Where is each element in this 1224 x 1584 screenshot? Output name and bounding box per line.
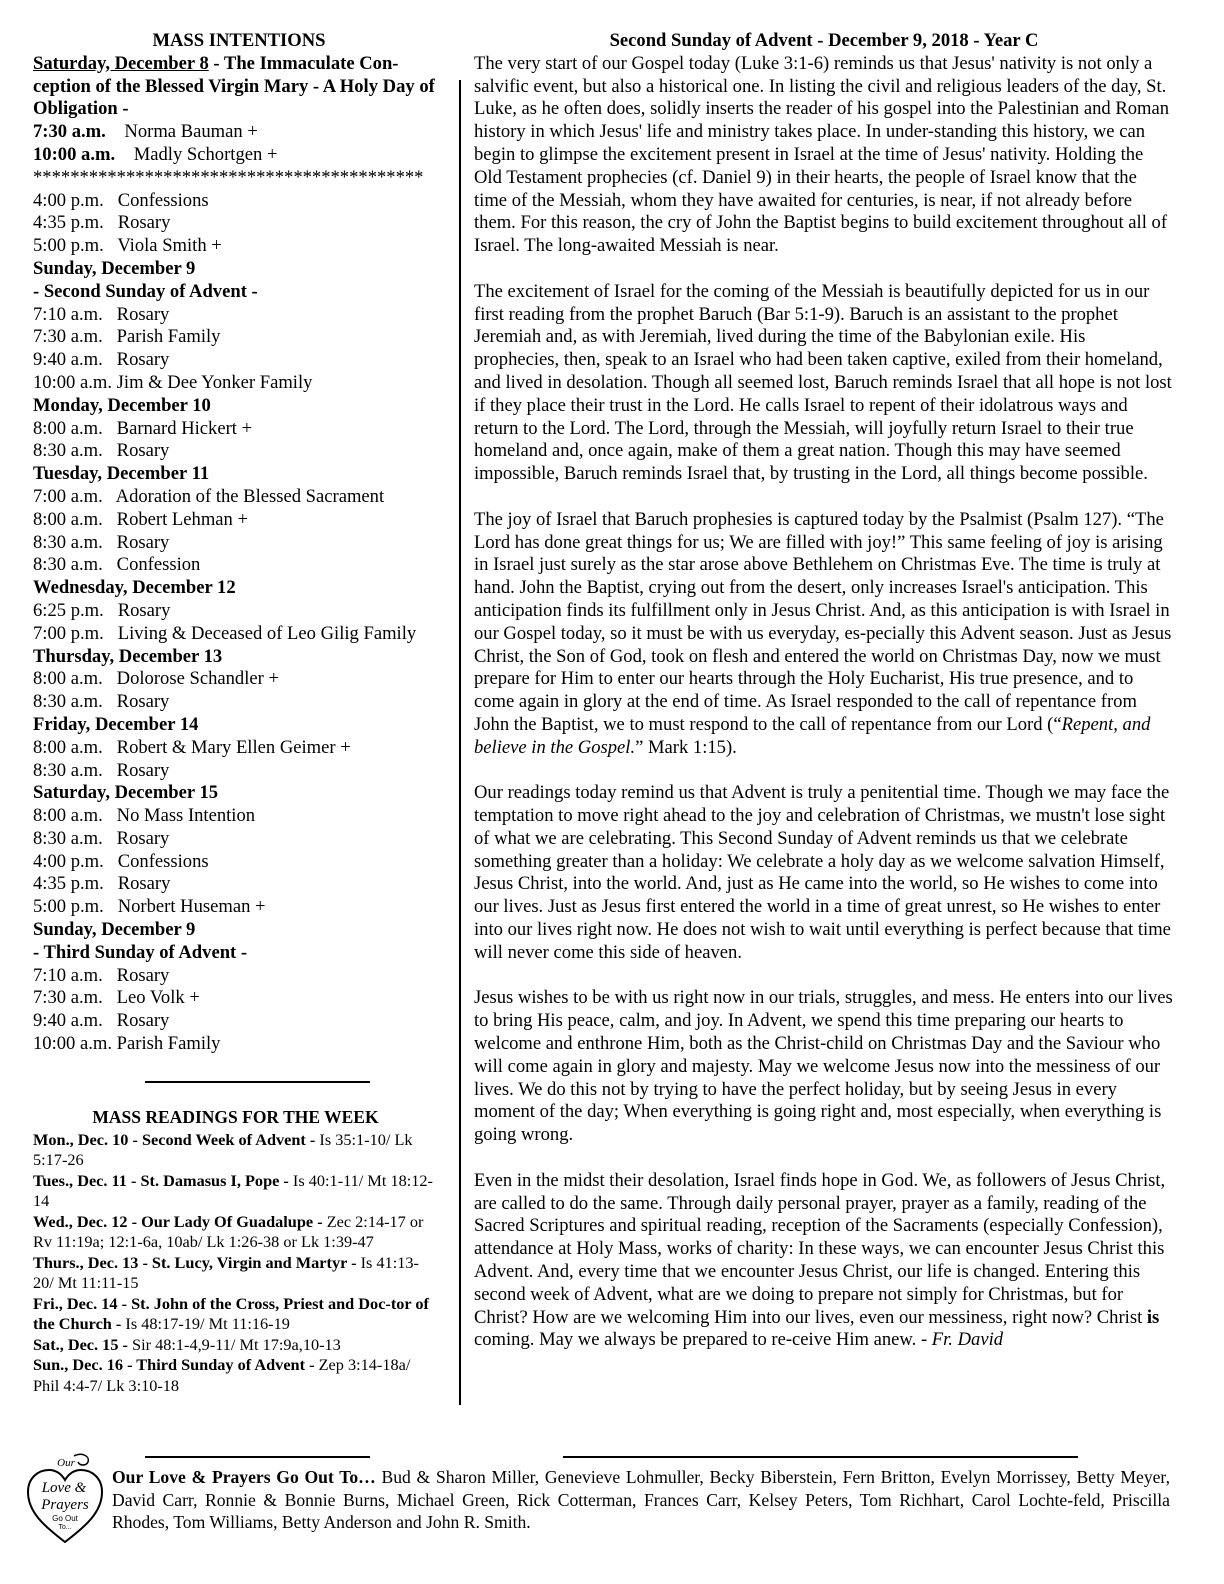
intention-line: 10:00 a.m. Jim & Dee Yonker Family [33,371,313,393]
intention-line: 8:00 a.m. No Mass Intention [33,805,256,827]
article-paragraph [474,509,1174,760]
love-prayers-heart-icon [24,1450,106,1550]
article-paragraph: The very start of our Gospel today (Luke 3:1-6) reminds us that Jesus' nativity is not only a salvific event, but also a historical one. In listing the civil and religious leaders of the day, St. Luke, as he often does, solidly inserts the reader of his gospel into the Palestinian and Roman history in which Jesus' life and ministry takes place. In under-standing this history, we can begin to glimpse the excitement present in Israel at the time of Jesus' nativity. Holding the Old Testament prophecies (cf. Daniel 9) in their hearts, the people of Israel know that the time of the Messiah, whom they have awaited for centuries, is near, if not already before them. For this reason, the cry of John the Baptist begins to build excitement throughout all of Israel. The long-awaited Messiah is near. [474,52,1170,257]
day-heading: Friday, December 14 [33,713,199,735]
first-day-title: The Immaculate Con-ception of the Blessed Virgin Mary - A Holy Day of Obligation - [33,52,435,120]
intention-list [33,190,445,1056]
day-heading: Wednesday, December 12 [33,577,236,599]
article-text: Even in the midst their desolation, Israel finds hope in God. We, as followers of Jesus Christ, are called to do the same. Through daily personal prayer, prayer as a family, reading of the Sacred Scriptures and spiritual reading, reception of the Sacraments (especially Confession), attendance at Holy Mass, works of charity: In these ways, we can encounter Jesus Christ this Advent. And, every time that we encounter Jesus Christ, our life is changed. Entering this second week of Advent, what are we doing to prepare not simply for Christmas, but for Christ? How are we welcoming Him into our lives, even our messiness, right now? Christ [474,1169,1166,1328]
intention-line [33,144,445,167]
intention-line: 10:00 a.m. Parish Family [33,1033,221,1055]
reading-refs: Is 41:13-20/ Mt 11:11-15 [33,1252,419,1292]
intention-line: 8:00 a.m. Robert Lehman + [33,508,248,530]
intention-line: 7:30 a.m. Leo Volk + [33,987,200,1009]
readings-title: MASS READINGS FOR THE WEEK [92,1107,379,1127]
intention-line: 8:00 a.m. Robert & Mary Ellen Geimer + [33,736,351,758]
day-heading: - Third Sunday of Advent - [33,941,248,963]
article-text: coming. May we always be prepared to re-ceive Him anew. [474,1329,921,1351]
reading-day: Fri., Dec. 14 - St. John of the Cross, Priest and Doc-tor of the Church - [33,1293,429,1333]
intention-line: 4:35 p.m. Rosary [33,212,171,234]
intention-line [33,121,445,144]
logo-word: Go Out [52,1514,78,1523]
intention-line: 8:00 a.m. Dolorose Schandler + [33,668,279,690]
logo-word: Love & [41,1480,87,1496]
prayer-list [112,1466,1170,1534]
reading-day: Sun., Dec. 16 - Third Sunday of Advent - [33,1355,319,1374]
logo-word: Prayers [41,1497,89,1513]
intention-text: Norma Bauman + [105,121,258,143]
signature: - Fr. David [920,1329,1004,1351]
article-paragraph: Our readings today remind us that Advent is truly a penitential time. Though we may face the temptation to move right ahead to the joy and celebration of Christmas, we mustn't lose sight of what we are celebrating. This Second Sunday of Advent reminds us that we celebrate something greater than a holiday: We celebrate a holy day as we welcome salvation Himself, Jesus Christ, into the world. And, just as He came into the world, so He wishes to come into our lives. Just as Jesus first entered the world in a time of great unrest, so He wishes to enter into our lives right now. He does not wish to wait until everything is perfect because that time will never come this side of heaven. [474,782,1171,963]
intention-text: Madly Schortgen + [115,143,278,165]
intention-line: 8:30 a.m. Rosary [33,531,170,553]
logo-word: To... [58,1524,72,1531]
intention-time: 7:30 a.m. [33,121,106,143]
reading-item [33,1171,438,1212]
article-bold: is [1146,1306,1160,1328]
reading-day: Tues., Dec. 11 - St. Damasus I, Pope - [33,1170,293,1190]
intention-time: 10:00 a.m. [33,143,116,165]
mass-intentions-title: MASS INTENTIONS [152,30,326,51]
day-heading: Sunday, December 9 [33,919,196,941]
first-day-date: Saturday, December 8 [33,52,209,74]
reading-refs: Zep 3:14-18a/ Phil 4:4-7/ Lk 3:10-18 [33,1355,411,1395]
intention-line: 7:00 a.m. Adoration of the Blessed Sacrament [33,485,385,507]
footer-divider-right [563,1456,1078,1458]
day-heading: Sunday, December 9 [33,257,196,279]
column-divider [459,80,461,1405]
reading-item [33,1355,438,1396]
reading-day: Mon., Dec. 10 - Second Week of Advent - [33,1129,320,1149]
article-paragraph: Jesus wishes to be with us right now in our trials, struggles, and mess. He enters into our lives to bring His peace, calm, and joy. In Advent, we spend this time preparing our hearts to welcome and enthrone Him, both as the Christ-child on Christmas Day and the Saviour who will come again in glory and majesty. May we welcome Jesus now into the messiness of our lives. We do this not by trying to have the perfect holiday, but by seeing Jesus in every moment of the day; When everything is going right and, most especially, when everything is going wrong. [474,987,1173,1146]
intention-line: 4:00 p.m. Confessions [33,189,209,211]
article-title: Second Sunday of Advent - December 9, 2018 - Year C [609,30,1039,51]
intention-line: 4:35 p.m. Rosary [33,873,171,895]
day-heading: Tuesday, December 11 [33,463,210,485]
article-paragraph [474,1170,1174,1352]
article-quote: Repent, and believe in the Gospel. [474,713,1151,758]
reading-refs: Zec 2:14-17 or Rv 11:19a; 12:1-6a, 10ab/ Lk 1:26-38 or Lk 1:39-47 [33,1211,424,1251]
readings-list [33,1130,438,1397]
intention-line: 8:30 a.m. Rosary [33,759,170,781]
intention-line: 7:10 a.m. Rosary [33,303,170,325]
divider-line [145,1081,370,1083]
intention-line: 5:00 p.m. Viola Smith + [33,235,222,257]
intention-line: 8:30 a.m. Confession [33,554,201,576]
intention-line: 7:00 p.m. Living & Deceased of Leo Gilig Family [33,622,417,644]
mass-intentions-column [33,30,445,1056]
reading-day: Sat., Dec. 15 - [33,1334,133,1354]
article-text: ” Mark 1:15). [635,736,737,758]
intention-line: 5:00 p.m. Norbert Huseman + [33,896,266,918]
first-day-sep: - [208,52,224,74]
intention-line: 8:30 a.m. Rosary [33,691,170,713]
intention-line: 8:30 a.m. Rosary [33,440,170,462]
prayer-list-names: Bud & Sharon Miller, Genevieve Lohmuller, Becky Biberstein, Fern Britton, Evelyn Morrissey, Betty Meyer, David Carr, Ronnie & Bonnie Burns, Michael Green, Rick Cotterman, Frances Carr, Kelsey Peters, Tom Richhart, Carol Lochte-feld, Priscilla Rhodes, Tom Williams, Betty Anderson and John R. Smith. [112,1467,1170,1532]
reading-item [33,1212,438,1253]
prayer-list-lead: Our Love & Prayers Go Out To… [112,1467,376,1487]
intention-line: 9:40 a.m. Rosary [33,349,170,371]
reading-day: Thurs., Dec. 13 - St. Lucy, Virgin and Martyr - [33,1252,361,1272]
intention-line: 8:30 a.m. Rosary [33,827,170,849]
article-text: The joy of Israel that Baruch prophesies is captured today by the Psalmist (Psalm 127). “The Lord has done great things for us; We are filled with joy!” This same feeling of joy is arising in Israel just surely as the star arose above Bethlehem on Christmas Eve. The time is truly at hand. John the Baptist, crying out from the desert, only increases Israel's anticipation. This anticipation finds its fulfillment only in Jesus Christ. And, as this anticipation is with Israel in our Gospel today, so it must be with us everyday, es-pecially this Advent season. Just as Jesus Christ, the Son of God, took on flesh and entered the world on Christmas Day, now we must prepare for Him to enter our hearts through the Holy Eucharist, His true presence, and to come again in glory at the end of time. As Israel responded to the call of repentance from John the Baptist, we to must respond to the call of repentance from our Lord (“ [474,508,1172,735]
reading-item [33,1130,438,1171]
reading-item [33,1294,438,1335]
day-heading: Saturday, December 15 [33,782,219,804]
reading-refs: Is 40:1-11/ Mt 18:12-14 [33,1170,433,1210]
intention-line: 9:40 a.m. Rosary [33,1010,170,1032]
reading-refs: Is 48:17-19/ Mt 11:16-19 [125,1314,290,1333]
reading-refs: Sir 48:1-4,9-11/ Mt 17:9a,10-13 [132,1334,341,1354]
article-paragraph: The excitement of Israel for the coming of the Messiah is beautifully depicted for us in our first reading from the prophet Baruch (Bar 5:1-9). Baruch is an assistant to the prophet Jeremiah and, as with Jeremiah, lived during the time of the Babylonian exile. His prophecies, then, speak to an Israel who had been taken captive, exiled from their homeland, and lived in desolation. Though all seemed lost, Baruch reminds Israel that all hope is not lost if they place their trust in the Lord. He calls Israel to repent of their idolatrous ways and return to the Lord. The Lord, through the Messiah, will joyfully return Israel to their true homeland and, once again, make of them a great nation. Though this may have seemed impossible, Baruch reminds Israel that, by trusting in the Lord, all things become possible. [474,280,1172,485]
star-divider: ****************************************** [33,166,424,188]
intention-line: 4:00 p.m. Confessions [33,850,209,872]
day-heading: Monday, December 10 [33,394,211,416]
reading-day: Wed., Dec. 12 - Our Lady Of Guadalupe - [33,1211,327,1231]
reading-item [33,1335,438,1356]
footer-divider-left [145,1456,370,1458]
day-heading: Thursday, December 13 [33,645,223,667]
mass-readings-section [33,1107,438,1396]
first-day-entries [33,121,445,167]
intention-line: 8:00 a.m. Barnard Hickert + [33,417,253,439]
intention-line: 6:25 p.m. Rosary [33,599,171,621]
reading-item [33,1253,438,1294]
day-heading: - Second Sunday of Advent - [33,280,258,302]
reading-refs: Is 35:1-10/ Lk 5:17-26 [33,1129,413,1169]
intention-line: 7:10 a.m. Rosary [33,964,170,986]
logo-word: Our [57,1457,75,1469]
article-column [474,30,1174,1375]
first-day-heading [33,53,445,121]
intention-line: 7:30 a.m. Parish Family [33,326,221,348]
